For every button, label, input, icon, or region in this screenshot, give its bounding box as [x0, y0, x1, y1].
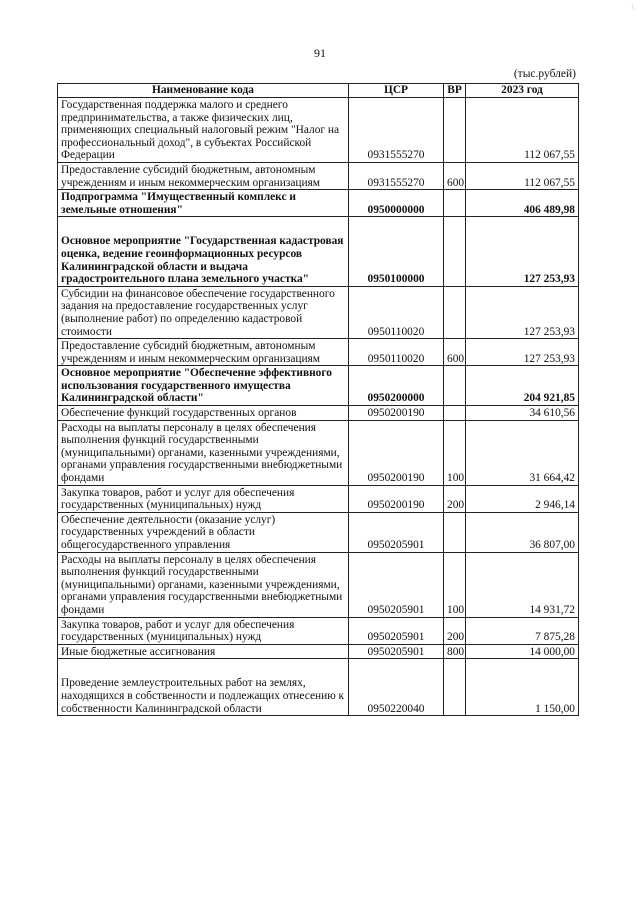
table-row — [58, 644, 579, 659]
table-header-row — [58, 84, 579, 98]
row-csr: 0950110020 — [349, 339, 444, 366]
table-row — [58, 339, 579, 366]
table-row — [58, 617, 579, 644]
row-name: Расходы на выплаты персоналу в целях обеспечения выполнения функций государственными (муниципальными) органами, казенными учреждениями, органами управления государственными внебюджетными фондами — [58, 552, 349, 617]
row-csr: 0950200190 — [349, 406, 444, 421]
row-sum: 127 253,93 — [466, 217, 579, 286]
row-name: Основное мероприятие "Государственная кадастровая оценка, ведение геоинформационных ресурсов Калининградской области и выдача градостроительного плана земельного участка" — [58, 217, 349, 286]
row-vr: 100 — [444, 420, 466, 485]
row-csr: 0950205901 — [349, 552, 444, 617]
row-csr: 0950205901 — [349, 644, 444, 659]
row-name: Государственная поддержка малого и среднего предпринимательства, а также физических лиц, применяющих специальный налоговый режим "Налог на профессиональный доход", в субъектах Российской Федерации — [58, 98, 349, 163]
row-vr — [444, 98, 466, 163]
table-row — [58, 98, 579, 163]
row-sum: 406 489,98 — [466, 190, 579, 217]
table-row — [58, 512, 579, 552]
row-sum: 127 253,93 — [466, 339, 579, 366]
header-csr: ЦСР — [349, 84, 444, 98]
table-row — [58, 406, 579, 421]
row-vr: 100 — [444, 552, 466, 617]
row-vr: 800 — [444, 644, 466, 659]
row-vr: 600 — [444, 162, 466, 189]
row-name: Проведение землеустроительных работ на землях, находящихся в собственности и подлежащих отнесению к собственности Калининградской области — [58, 659, 349, 716]
row-sum: 2 946,14 — [466, 485, 579, 512]
row-vr — [444, 406, 466, 421]
table-row — [58, 552, 579, 617]
row-name: Иные бюджетные ассигнования — [58, 644, 349, 659]
row-sum: 204 921,85 — [466, 366, 579, 406]
row-name: Расходы на выплаты персоналу в целях обеспечения выполнения функций государственными (муниципальными) органами, казенными учреждениями, органами управления государственными внебюджетными фондами — [58, 420, 349, 485]
row-vr — [444, 190, 466, 217]
table-row — [58, 420, 579, 485]
row-csr: 0931555270 — [349, 98, 444, 163]
row-csr: 0950205901 — [349, 617, 444, 644]
row-vr: 200 — [444, 485, 466, 512]
row-name: Подпрограмма "Имущественный комплекс и земельные отношения" — [58, 190, 349, 217]
row-sum: 31 664,42 — [466, 420, 579, 485]
row-vr: 200 — [444, 617, 466, 644]
corner-mark: \ — [631, 2, 634, 12]
table-row — [58, 162, 579, 189]
page-number: 91 — [314, 46, 326, 60]
table-row — [58, 659, 579, 716]
row-name: Основное мероприятие "Обеспечение эффективного использования государственного имущества Калининградской области" — [58, 366, 349, 406]
table-row-main-activity — [58, 217, 579, 286]
row-sum: 112 067,55 — [466, 98, 579, 163]
row-sum: 1 150,00 — [466, 659, 579, 716]
row-name: Закупка товаров, работ и услуг для обеспечения государственных (муниципальных) нужд — [58, 485, 349, 512]
row-sum: 36 807,00 — [466, 512, 579, 552]
table-row — [58, 485, 579, 512]
row-vr — [444, 217, 466, 286]
row-sum: 14 931,72 — [466, 552, 579, 617]
row-name: Закупка товаров, работ и услуг для обеспечения государственных (муниципальных) нужд — [58, 617, 349, 644]
row-csr: 0950200000 — [349, 366, 444, 406]
row-name: Обеспечение деятельности (оказание услуг) государственных учреждений в области общегосударственного управления — [58, 512, 349, 552]
row-sum: 112 067,55 — [466, 162, 579, 189]
row-sum: 7 875,28 — [466, 617, 579, 644]
row-name: Обеспечение функций государственных органов — [58, 406, 349, 421]
table-row-main-activity — [58, 366, 579, 406]
row-sum: 34 610,56 — [466, 406, 579, 421]
table-row-subprogram — [58, 190, 579, 217]
units-label: (тыс.рублей) — [513, 68, 576, 80]
header-vr: ВР — [444, 84, 466, 98]
row-csr: 0950200190 — [349, 420, 444, 485]
row-vr: 600 — [444, 339, 466, 366]
row-vr — [444, 659, 466, 716]
header-sum: 2023 год — [466, 84, 579, 98]
row-vr — [444, 512, 466, 552]
row-csr: 0950000000 — [349, 190, 444, 217]
row-csr: 0950205901 — [349, 512, 444, 552]
row-csr: 0950200190 — [349, 485, 444, 512]
row-csr: 0950100000 — [349, 217, 444, 286]
row-csr: 0950220040 — [349, 659, 444, 716]
row-csr: 0950110020 — [349, 286, 444, 338]
row-sum: 127 253,93 — [466, 286, 579, 338]
header-name: Наименование кода — [58, 84, 349, 98]
row-name: Субсидии на финансовое обеспечение государственного задания на предоставление государственных услуг (выполнение работ) по определению кадастровой стоимости — [58, 286, 349, 338]
row-csr: 0931555270 — [349, 162, 444, 189]
table-row — [58, 286, 579, 338]
row-vr — [444, 286, 466, 338]
row-name: Предоставление субсидий бюджетным, автономным учреждениям и иным некоммерческим организациям — [58, 162, 349, 189]
row-vr — [444, 366, 466, 406]
row-sum: 14 000,00 — [466, 644, 579, 659]
row-name: Предоставление субсидий бюджетным, автономным учреждениям и иным некоммерческим организациям — [58, 339, 349, 366]
budget-table — [57, 83, 579, 716]
